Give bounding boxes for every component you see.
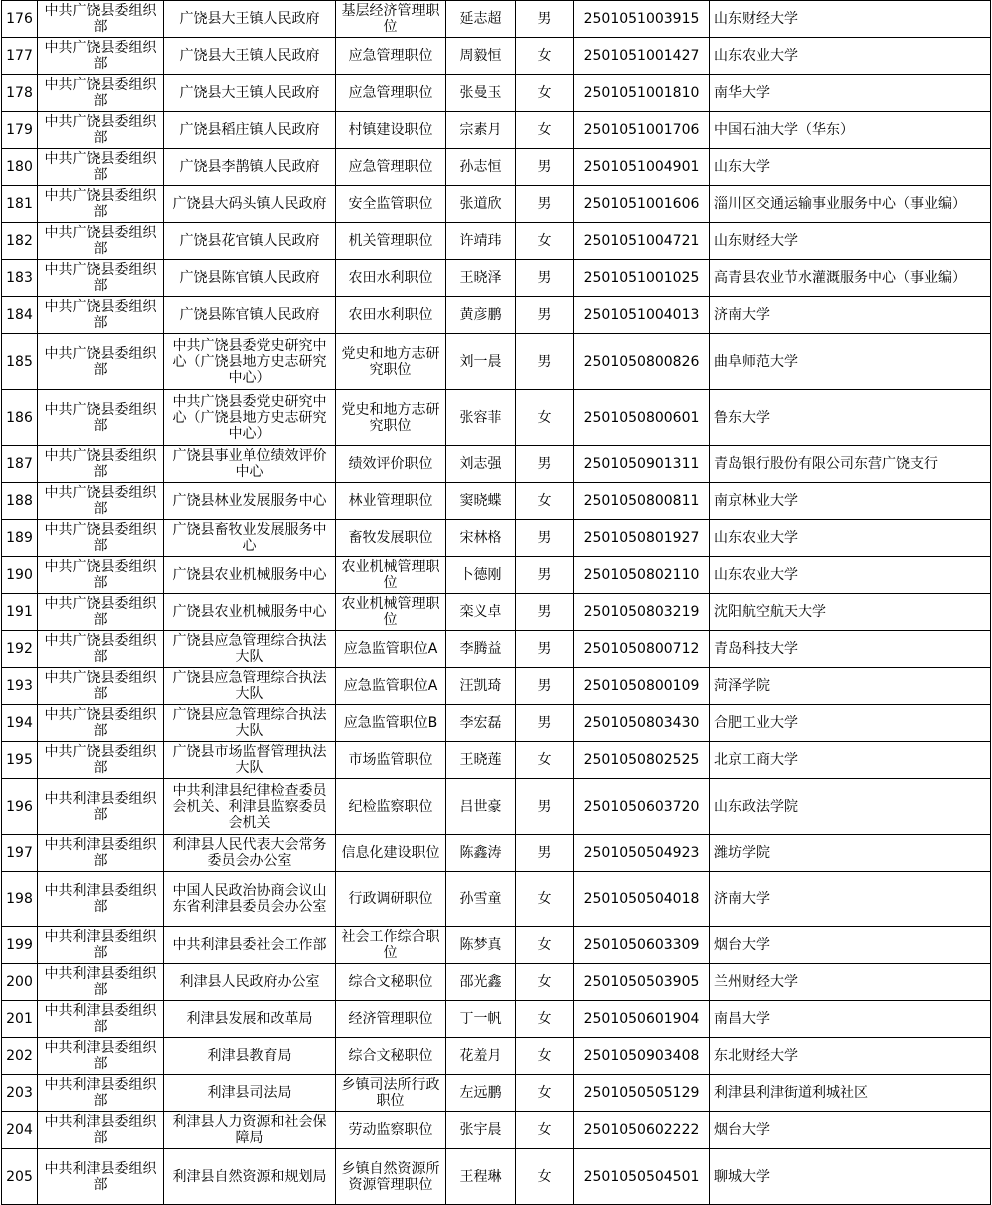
unit-cell: 中共广饶县委党史研究中心（广饶县地方史志研究中心） (164, 390, 336, 446)
exam-number-cell: 2501050503905 (574, 964, 710, 1001)
exam-number-cell: 2501050800109 (574, 668, 710, 705)
unit-cell: 广饶县大王镇人民政府 (164, 1, 336, 38)
gender-cell: 女 (516, 390, 574, 446)
position-cell: 农田水利职位 (336, 297, 446, 334)
row-number-cell: 176 (2, 1, 38, 38)
exam-number-cell: 2501050603309 (574, 927, 710, 964)
position-cell: 综合文秘职位 (336, 1038, 446, 1075)
unit-cell: 利津县人民政府办公室 (164, 964, 336, 1001)
gender-cell: 女 (516, 75, 574, 112)
exam-number-cell: 2501050504018 (574, 872, 710, 927)
department-cell: 中共广饶县委组织部 (38, 557, 164, 594)
table-row (2, 223, 991, 260)
exam-number-cell: 2501051004721 (574, 223, 710, 260)
school-cell: 曲阜师范大学 (710, 334, 991, 390)
table-row (2, 872, 991, 927)
school-cell: 菏泽学院 (710, 668, 991, 705)
unit-cell: 广饶县大王镇人民政府 (164, 38, 336, 75)
row-number-cell: 195 (2, 742, 38, 779)
name-cell: 刘一晨 (446, 334, 516, 390)
row-number-cell: 191 (2, 594, 38, 631)
gender-cell: 男 (516, 631, 574, 668)
department-cell: 中共广饶县委组织部 (38, 112, 164, 149)
unit-cell: 广饶县畜牧业发展服务中心 (164, 520, 336, 557)
row-number-cell: 205 (2, 1149, 38, 1205)
department-cell: 中共利津县委组织部 (38, 964, 164, 1001)
department-cell: 中共广饶县委组织部 (38, 186, 164, 223)
school-cell: 鲁东大学 (710, 390, 991, 446)
name-cell: 吕世豪 (446, 779, 516, 835)
row-number-cell: 178 (2, 75, 38, 112)
row-number-cell: 203 (2, 1075, 38, 1112)
name-cell: 王晓泽 (446, 260, 516, 297)
school-cell: 淄川区交通运输事业服务中心（事业编） (710, 186, 991, 223)
position-cell: 林业管理职位 (336, 483, 446, 520)
name-cell: 张曼玉 (446, 75, 516, 112)
position-cell: 乡镇自然资源所资源管理职位 (336, 1149, 446, 1205)
position-cell: 社会工作综合职位 (336, 927, 446, 964)
department-cell: 中共利津县委组织部 (38, 1001, 164, 1038)
school-cell: 烟台大学 (710, 927, 991, 964)
exam-number-cell: 2501051003915 (574, 1, 710, 38)
name-cell: 王晓莲 (446, 742, 516, 779)
row-number-cell: 186 (2, 390, 38, 446)
unit-cell: 广饶县李鹊镇人民政府 (164, 149, 336, 186)
position-cell: 纪检监察职位 (336, 779, 446, 835)
exam-number-cell: 2501051001606 (574, 186, 710, 223)
department-cell: 中共利津县委组织部 (38, 1112, 164, 1149)
row-number-cell: 197 (2, 835, 38, 872)
unit-cell: 利津县发展和改革局 (164, 1001, 336, 1038)
row-number-cell: 204 (2, 1112, 38, 1149)
name-cell: 李宏磊 (446, 705, 516, 742)
unit-cell: 广饶县林业发展服务中心 (164, 483, 336, 520)
row-number-cell: 200 (2, 964, 38, 1001)
row-number-cell: 183 (2, 260, 38, 297)
position-cell: 应急监管职位A (336, 668, 446, 705)
gender-cell: 男 (516, 557, 574, 594)
name-cell: 黄彦鹏 (446, 297, 516, 334)
unit-cell: 广饶县大码头镇人民政府 (164, 186, 336, 223)
table-row (2, 520, 991, 557)
exam-number-cell: 2501051001706 (574, 112, 710, 149)
position-cell: 农田水利职位 (336, 260, 446, 297)
unit-cell: 广饶县应急管理综合执法大队 (164, 631, 336, 668)
position-cell: 综合文秘职位 (336, 964, 446, 1001)
school-cell: 合肥工业大学 (710, 705, 991, 742)
gender-cell: 男 (516, 334, 574, 390)
name-cell: 张容菲 (446, 390, 516, 446)
name-cell: 卜德刚 (446, 557, 516, 594)
name-cell: 张宇晨 (446, 1112, 516, 1149)
table-row (2, 75, 991, 112)
table-row (2, 594, 991, 631)
gender-cell: 女 (516, 223, 574, 260)
name-cell: 孙雪童 (446, 872, 516, 927)
exam-number-cell: 2501051004901 (574, 149, 710, 186)
school-cell: 兰州财经大学 (710, 964, 991, 1001)
position-cell: 应急监管职位B (336, 705, 446, 742)
gender-cell: 男 (516, 297, 574, 334)
row-number-cell: 198 (2, 872, 38, 927)
department-cell: 中共广饶县委组织部 (38, 297, 164, 334)
department-cell: 中共广饶县委组织部 (38, 1, 164, 38)
unit-cell: 中共利津县纪律检查委员会机关、利津县监察委员会机关 (164, 779, 336, 835)
candidate-table (1, 0, 991, 1205)
row-number-cell: 182 (2, 223, 38, 260)
row-number-cell: 190 (2, 557, 38, 594)
position-cell: 信息化建设职位 (336, 835, 446, 872)
unit-cell: 广饶县农业机械服务中心 (164, 594, 336, 631)
department-cell: 中共利津县委组织部 (38, 1149, 164, 1205)
exam-number-cell: 2501050803219 (574, 594, 710, 631)
gender-cell: 女 (516, 483, 574, 520)
school-cell: 济南大学 (710, 297, 991, 334)
unit-cell: 利津县教育局 (164, 1038, 336, 1075)
position-cell: 农业机械管理职位 (336, 557, 446, 594)
school-cell: 聊城大学 (710, 1149, 991, 1205)
department-cell: 中共广饶县委组织部 (38, 446, 164, 483)
gender-cell: 男 (516, 668, 574, 705)
position-cell: 应急管理职位 (336, 75, 446, 112)
position-cell: 应急管理职位 (336, 38, 446, 75)
row-number-cell: 180 (2, 149, 38, 186)
gender-cell: 男 (516, 260, 574, 297)
name-cell: 张道欣 (446, 186, 516, 223)
unit-cell: 广饶县大王镇人民政府 (164, 75, 336, 112)
department-cell: 中共利津县委组织部 (38, 1038, 164, 1075)
school-cell: 南昌大学 (710, 1001, 991, 1038)
table-row (2, 1149, 991, 1205)
name-cell: 许靖玮 (446, 223, 516, 260)
department-cell: 中共广饶县委组织部 (38, 223, 164, 260)
name-cell: 王程琳 (446, 1149, 516, 1205)
school-cell: 山东财经大学 (710, 223, 991, 260)
table-row (2, 186, 991, 223)
gender-cell: 女 (516, 742, 574, 779)
position-cell: 农业机械管理职位 (336, 594, 446, 631)
row-number-cell: 202 (2, 1038, 38, 1075)
gender-cell: 男 (516, 446, 574, 483)
table-row (2, 557, 991, 594)
school-cell: 中国石油大学（华东） (710, 112, 991, 149)
unit-cell: 广饶县市场监督管理执法大队 (164, 742, 336, 779)
unit-cell: 中共利津县委社会工作部 (164, 927, 336, 964)
position-cell: 村镇建设职位 (336, 112, 446, 149)
table-row (2, 927, 991, 964)
table-row (2, 779, 991, 835)
department-cell: 中共利津县委组织部 (38, 927, 164, 964)
exam-number-cell: 2501050802110 (574, 557, 710, 594)
department-cell: 中共广饶县委组织部 (38, 260, 164, 297)
exam-number-cell: 2501051001427 (574, 38, 710, 75)
table-body (2, 1, 991, 1205)
table-row (2, 38, 991, 75)
unit-cell: 利津县人民代表大会常务委员会办公室 (164, 835, 336, 872)
gender-cell: 女 (516, 38, 574, 75)
unit-cell: 利津县人力资源和社会保障局 (164, 1112, 336, 1149)
gender-cell: 男 (516, 149, 574, 186)
school-cell: 山东农业大学 (710, 38, 991, 75)
row-number-cell: 194 (2, 705, 38, 742)
row-number-cell: 189 (2, 520, 38, 557)
school-cell: 利津县利津街道利城社区 (710, 1075, 991, 1112)
gender-cell: 男 (516, 520, 574, 557)
department-cell: 中共广饶县委组织部 (38, 149, 164, 186)
gender-cell: 女 (516, 1001, 574, 1038)
name-cell: 窦晓蝶 (446, 483, 516, 520)
table-row (2, 1038, 991, 1075)
department-cell: 中共广饶县委组织部 (38, 38, 164, 75)
exam-number-cell: 2501050504501 (574, 1149, 710, 1205)
gender-cell: 女 (516, 1149, 574, 1205)
name-cell: 邵光鑫 (446, 964, 516, 1001)
school-cell: 南京林业大学 (710, 483, 991, 520)
unit-cell: 广饶县应急管理综合执法大队 (164, 705, 336, 742)
name-cell: 丁一帆 (446, 1001, 516, 1038)
unit-cell: 利津县自然资源和规划局 (164, 1149, 336, 1205)
gender-cell: 女 (516, 112, 574, 149)
department-cell: 中共广饶县委组织部 (38, 631, 164, 668)
table-row (2, 334, 991, 390)
unit-cell: 广饶县应急管理综合执法大队 (164, 668, 336, 705)
gender-cell: 男 (516, 594, 574, 631)
unit-cell: 中国人民政治协商会议山东省利津县委员会办公室 (164, 872, 336, 927)
school-cell: 南华大学 (710, 75, 991, 112)
name-cell: 左远鹏 (446, 1075, 516, 1112)
gender-cell: 女 (516, 1112, 574, 1149)
name-cell: 宗素月 (446, 112, 516, 149)
position-cell: 经济管理职位 (336, 1001, 446, 1038)
exam-number-cell: 2501050505129 (574, 1075, 710, 1112)
name-cell: 延志超 (446, 1, 516, 38)
table-row (2, 260, 991, 297)
table-row (2, 112, 991, 149)
position-cell: 畜牧发展职位 (336, 520, 446, 557)
school-cell: 济南大学 (710, 872, 991, 927)
row-number-cell: 181 (2, 186, 38, 223)
gender-cell: 男 (516, 705, 574, 742)
position-cell: 市场监管职位 (336, 742, 446, 779)
unit-cell: 利津县司法局 (164, 1075, 336, 1112)
exam-number-cell: 2501050603720 (574, 779, 710, 835)
name-cell: 宋林格 (446, 520, 516, 557)
unit-cell: 广饶县农业机械服务中心 (164, 557, 336, 594)
school-cell: 山东财经大学 (710, 1, 991, 38)
table-row (2, 446, 991, 483)
gender-cell: 女 (516, 1075, 574, 1112)
row-number-cell: 179 (2, 112, 38, 149)
row-number-cell: 185 (2, 334, 38, 390)
school-cell: 山东政法学院 (710, 779, 991, 835)
table-row (2, 1075, 991, 1112)
department-cell: 中共广饶县委组织部 (38, 668, 164, 705)
school-cell: 青岛银行股份有限公司东营广饶支行 (710, 446, 991, 483)
name-cell: 周毅恒 (446, 38, 516, 75)
school-cell: 北京工商大学 (710, 742, 991, 779)
department-cell: 中共利津县委组织部 (38, 779, 164, 835)
gender-cell: 男 (516, 835, 574, 872)
exam-number-cell: 2501050800601 (574, 390, 710, 446)
gender-cell: 女 (516, 964, 574, 1001)
school-cell: 东北财经大学 (710, 1038, 991, 1075)
department-cell: 中共广饶县委组织部 (38, 705, 164, 742)
table-row (2, 705, 991, 742)
department-cell: 中共广饶县委组织部 (38, 520, 164, 557)
table-row (2, 668, 991, 705)
department-cell: 中共利津县委组织部 (38, 835, 164, 872)
unit-cell: 广饶县花官镇人民政府 (164, 223, 336, 260)
gender-cell: 女 (516, 872, 574, 927)
row-number-cell: 184 (2, 297, 38, 334)
name-cell: 陈梦真 (446, 927, 516, 964)
exam-number-cell: 2501050803430 (574, 705, 710, 742)
table-row (2, 149, 991, 186)
school-cell: 沈阳航空航天大学 (710, 594, 991, 631)
row-number-cell: 187 (2, 446, 38, 483)
name-cell: 刘志强 (446, 446, 516, 483)
gender-cell: 男 (516, 186, 574, 223)
school-cell: 山东大学 (710, 149, 991, 186)
exam-number-cell: 2501050801927 (574, 520, 710, 557)
row-number-cell: 192 (2, 631, 38, 668)
name-cell: 汪凯琦 (446, 668, 516, 705)
school-cell: 山东农业大学 (710, 557, 991, 594)
position-cell: 党史和地方志研究职位 (336, 334, 446, 390)
position-cell: 应急监管职位A (336, 631, 446, 668)
school-cell: 烟台大学 (710, 1112, 991, 1149)
exam-number-cell: 2501050802525 (574, 742, 710, 779)
department-cell: 中共广饶县委组织部 (38, 483, 164, 520)
unit-cell: 广饶县陈官镇人民政府 (164, 260, 336, 297)
unit-cell: 广饶县稻庄镇人民政府 (164, 112, 336, 149)
position-cell: 乡镇司法所行政职位 (336, 1075, 446, 1112)
position-cell: 机关管理职位 (336, 223, 446, 260)
table-row (2, 742, 991, 779)
table-row (2, 835, 991, 872)
gender-cell: 男 (516, 1, 574, 38)
position-cell: 绩效评价职位 (336, 446, 446, 483)
department-cell: 中共广饶县委组织部 (38, 594, 164, 631)
department-cell: 中共广饶县委组织部 (38, 390, 164, 446)
exam-number-cell: 2501050602222 (574, 1112, 710, 1149)
department-cell: 中共广饶县委组织部 (38, 75, 164, 112)
table-row (2, 483, 991, 520)
table-row (2, 964, 991, 1001)
name-cell: 陈鑫涛 (446, 835, 516, 872)
table-row (2, 1001, 991, 1038)
exam-number-cell: 2501050901311 (574, 446, 710, 483)
row-number-cell: 199 (2, 927, 38, 964)
name-cell: 栾义卓 (446, 594, 516, 631)
row-number-cell: 188 (2, 483, 38, 520)
gender-cell: 男 (516, 779, 574, 835)
unit-cell: 广饶县陈官镇人民政府 (164, 297, 336, 334)
school-cell: 山东农业大学 (710, 520, 991, 557)
unit-cell: 中共广饶县委党史研究中心（广饶县地方史志研究中心） (164, 334, 336, 390)
table-row (2, 1, 991, 38)
unit-cell: 广饶县事业单位绩效评价中心 (164, 446, 336, 483)
exam-number-cell: 2501050504923 (574, 835, 710, 872)
table-row (2, 1112, 991, 1149)
gender-cell: 女 (516, 927, 574, 964)
row-number-cell: 177 (2, 38, 38, 75)
name-cell: 花羞月 (446, 1038, 516, 1075)
table-row (2, 631, 991, 668)
row-number-cell: 193 (2, 668, 38, 705)
exam-number-cell: 2501051001025 (574, 260, 710, 297)
school-cell: 高青县农业节水灌溉服务中心（事业编） (710, 260, 991, 297)
table-row (2, 390, 991, 446)
exam-number-cell: 2501050601904 (574, 1001, 710, 1038)
position-cell: 应急管理职位 (336, 149, 446, 186)
row-number-cell: 201 (2, 1001, 38, 1038)
department-cell: 中共利津县委组织部 (38, 1075, 164, 1112)
department-cell: 中共广饶县委组织部 (38, 742, 164, 779)
department-cell: 中共利津县委组织部 (38, 872, 164, 927)
gender-cell: 女 (516, 1038, 574, 1075)
position-cell: 劳动监察职位 (336, 1112, 446, 1149)
position-cell: 基层经济管理职位 (336, 1, 446, 38)
exam-number-cell: 2501050800712 (574, 631, 710, 668)
exam-number-cell: 2501051001810 (574, 75, 710, 112)
school-cell: 潍坊学院 (710, 835, 991, 872)
position-cell: 党史和地方志研究职位 (336, 390, 446, 446)
exam-number-cell: 2501050800826 (574, 334, 710, 390)
row-number-cell: 196 (2, 779, 38, 835)
position-cell: 行政调研职位 (336, 872, 446, 927)
exam-number-cell: 2501050903408 (574, 1038, 710, 1075)
name-cell: 孙志恒 (446, 149, 516, 186)
exam-number-cell: 2501051004013 (574, 297, 710, 334)
school-cell: 青岛科技大学 (710, 631, 991, 668)
name-cell: 李腾益 (446, 631, 516, 668)
department-cell: 中共广饶县委组织部 (38, 334, 164, 390)
position-cell: 安全监管职位 (336, 186, 446, 223)
exam-number-cell: 2501050800811 (574, 483, 710, 520)
table-row (2, 297, 991, 334)
